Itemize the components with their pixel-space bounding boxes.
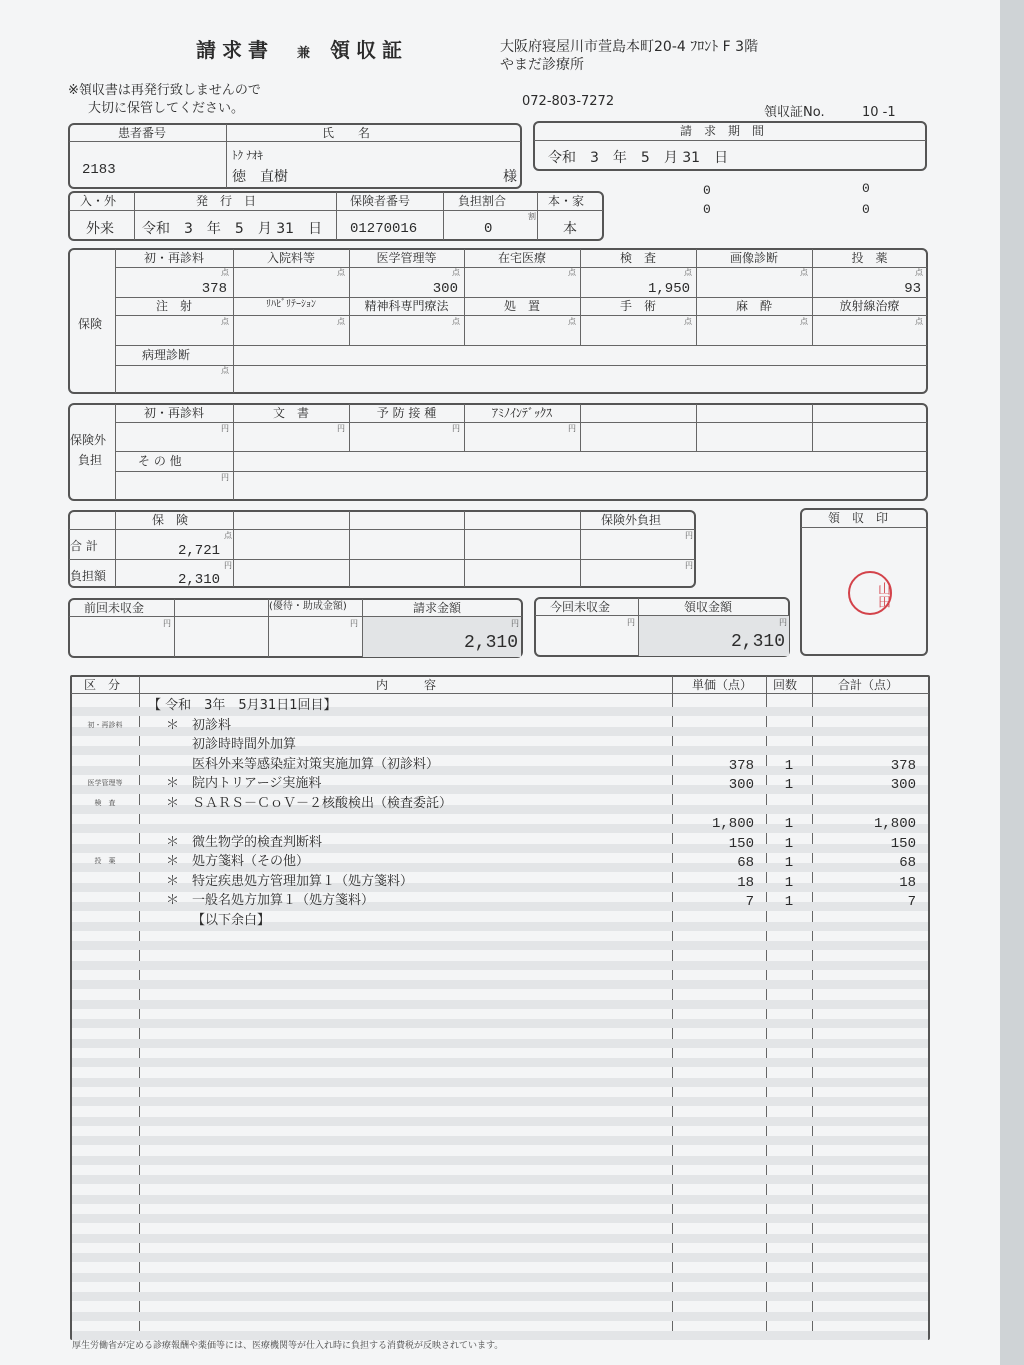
ins-header-4: 検 査 [619, 251, 656, 265]
clinic-phone: 072-803-7272 [522, 94, 615, 109]
billing-period: 令和 3 年 5 月 31 日 [548, 150, 729, 166]
detail-stripe [72, 1058, 928, 1067]
billed-unit: 円 [511, 619, 519, 628]
detail-total-9: 18 [899, 875, 916, 891]
ins-header-3: 在宅医療 [497, 251, 546, 265]
seal-text: 山田 [875, 582, 890, 608]
detail-stripe [72, 1214, 928, 1223]
subsidy-label: (優待・助成金額) [269, 601, 347, 612]
curr-unpaid-unit: 円 [627, 618, 635, 627]
extra-zero-2: 0 [703, 202, 711, 217]
receipt-no-label: 領収証No. [764, 105, 825, 120]
prev-unpaid-label: 前回未収金 [84, 601, 145, 615]
detail-count-9: 1 [784, 875, 794, 891]
detail-content-0: 【 令和 3年 5月31日1回目】 [148, 698, 337, 713]
non-ins-side-label2: 負担 [78, 453, 103, 467]
title-ken: 兼 [297, 46, 311, 61]
detail-stripe [72, 1136, 928, 1145]
ins-unit-0: 点 [221, 268, 229, 277]
detail-stripe [72, 1039, 928, 1048]
stamp-label: 領 収 印 [828, 511, 889, 525]
detail-content-7: ＊ 微生物学的検査判断料 [166, 835, 323, 850]
notice-line1: ※領収書は再発行致しませんので [68, 83, 261, 98]
detail-content-11: 【以下余白】 [192, 913, 271, 928]
grid-line-h [115, 297, 927, 298]
detail-price-10: 7 [745, 894, 754, 910]
total-points: 2,721 [178, 543, 221, 559]
ins-unit2-0: 点 [221, 317, 229, 326]
detail-content-5: ＊ ＳＡＲＳ－ＣｏＶ－２核酸検出（検査委託） [166, 796, 453, 811]
detail-total-7: 150 [890, 836, 916, 852]
burden-unit: 割 [528, 212, 536, 221]
extra-zero-1: 0 [703, 183, 711, 198]
nonins-header-2: 予 防 接 種 [376, 406, 437, 420]
detail-total-8: 68 [899, 855, 916, 871]
detail-stripe [72, 1331, 928, 1340]
ins-unit2-3: 点 [568, 317, 576, 326]
ins-unit-5: 点 [800, 268, 808, 277]
ins-header2-1: ﾘﾊﾋﾞﾘﾃｰｼｮﾝ [266, 299, 316, 310]
detail-price-3: 378 [728, 758, 754, 774]
family: 本 [563, 221, 577, 237]
detail-stripe [72, 980, 928, 989]
detail-header-unit-price: 単価（点） [692, 678, 753, 692]
detail-content-10: ＊ 一般名処方加算１（処方箋料） [166, 893, 375, 908]
ins-unit2-1: 点 [337, 317, 345, 326]
patient-name-kana: ﾄｸ ﾅｵｷ [232, 149, 263, 162]
burden-unit-yen: 円 [224, 561, 232, 570]
ins-unit-6: 点 [915, 268, 923, 277]
ins-unit-2: 点 [452, 268, 460, 277]
notice-line2: 大切に保管してください。 [88, 101, 245, 116]
nonins-unit-2: 円 [452, 424, 460, 433]
patient-id: 2183 [82, 162, 116, 178]
extra-zero-4: 0 [862, 202, 870, 217]
issue-date: 令和 3 年 5 月 31 日 [142, 221, 323, 237]
nonins-unit-1: 円 [337, 424, 345, 433]
ins-header2-5: 麻 酔 [735, 299, 772, 313]
detail-header-category: 区 分 [84, 678, 121, 692]
nonins-header-1: 文 書 [272, 406, 309, 420]
detail-count-3: 1 [784, 758, 794, 774]
detail-header-count: 回数 [773, 678, 798, 692]
detail-category-5: 検 査 [94, 799, 116, 807]
detail-total-6: 1,800 [873, 816, 916, 832]
totals-insurance-label: 保 険 [152, 513, 189, 527]
detail-stripe [72, 1019, 928, 1028]
footer-note: 厚生労働省が定める診療報酬や薬価等には、医療機関等が仕入れ時に負担する消費税が反映されています。 [72, 1341, 504, 1351]
ins-value-2: 300 [432, 281, 458, 297]
patient-id-label: 患者番号 [118, 126, 167, 140]
ins-unit2-6: 点 [915, 317, 923, 326]
ins-header-1: 入院料等 [266, 251, 315, 265]
nonins-line-h [115, 471, 927, 472]
detail-content-9: ＊ 特定疾患処方管理加算１（処方箋料） [166, 874, 414, 889]
detail-stripe [72, 1312, 928, 1321]
total-label: 合 計 [70, 539, 98, 553]
totals-non-insurance-label: 保険外負担 [601, 513, 662, 527]
total-unit: 点 [224, 531, 232, 540]
detail-stripe [72, 1078, 928, 1087]
seal-stamp-icon [848, 571, 892, 615]
ins-header-0: 初・再診料 [143, 251, 204, 265]
detail-count-7: 1 [784, 836, 794, 852]
insurer-label: 保険者番号 [350, 194, 411, 208]
ins-value-0: 378 [201, 281, 227, 297]
insurance-box [68, 248, 928, 394]
grid-line-h [115, 365, 927, 366]
grid-line-v [233, 345, 234, 393]
visit-type-label: 入・外 [80, 194, 117, 208]
insurance-side-label: 保険 [78, 317, 103, 331]
nonins-other-label: そ の 他 [138, 454, 182, 468]
ins-value-6: 93 [904, 281, 921, 297]
detail-stripe [72, 1117, 928, 1126]
detail-stripe [72, 1292, 928, 1301]
ins-header-6: 投 薬 [851, 251, 888, 265]
ins-unit-3: 点 [568, 268, 576, 277]
period-label: 請 求 期 間 [680, 124, 765, 138]
detail-content-3: 医科外来等感染症対策実施加算（初診料） [192, 757, 440, 772]
detail-price-6: 1,800 [711, 816, 754, 832]
burden-amount-label: 負担額 [70, 569, 107, 583]
extra-zero-3: 0 [862, 181, 870, 196]
detail-category-1: 初・再診料 [87, 721, 123, 729]
nonins-line-v [812, 404, 813, 452]
detail-count-10: 1 [784, 894, 794, 910]
received-unit: 円 [779, 618, 787, 627]
detail-stripe [72, 1234, 928, 1243]
nonins-line-v [233, 451, 234, 500]
title-receipt: 領収証 [330, 38, 408, 62]
billed-label: 請求金額 [413, 601, 462, 615]
ins-header2-4: 手 術 [619, 299, 656, 313]
non-ins-total-unit: 円 [685, 531, 693, 540]
detail-header-total: 合計（点） [838, 678, 899, 692]
nonins-other-unit: 円 [221, 473, 229, 482]
ins-header2-6: 放射線治療 [839, 299, 900, 313]
nonins-unit-0: 円 [221, 424, 229, 433]
nonins-line-v [580, 404, 581, 452]
receipt-no: 10 -1 [862, 105, 896, 120]
received-amount: 2,310 [731, 632, 786, 652]
subsidy-unit: 円 [350, 619, 358, 628]
detail-stripe [72, 1156, 928, 1165]
ins-value-4: 1,950 [647, 281, 690, 297]
ins-header-2: 医学管理等 [376, 251, 437, 265]
received-label: 領収金額 [684, 600, 733, 614]
grid-line-h [115, 345, 927, 346]
detail-stripe [72, 1097, 928, 1106]
non-ins-burden-unit: 円 [685, 561, 693, 570]
visit-type: 外来 [86, 221, 114, 237]
ins-unit2-4: 点 [684, 317, 692, 326]
ins-pathology-unit: 点 [221, 366, 229, 375]
detail-stripe [72, 1273, 928, 1282]
nonins-line-h [115, 451, 927, 452]
issue-date-label: 発 行 日 [196, 194, 257, 208]
billed-amount: 2,310 [464, 633, 519, 653]
nonins-line-v [696, 404, 697, 452]
detail-price-7: 150 [728, 836, 754, 852]
detail-price-4: 300 [728, 777, 754, 793]
honorific: 様 [503, 169, 517, 185]
nonins-header-3: ｱﾐﾉｲﾝﾃﾞｯｸｽ [491, 406, 552, 420]
ins-header2-3: 処 置 [503, 299, 540, 313]
ins-unit2-2: 点 [452, 317, 460, 326]
ins-header2-0: 注 射 [155, 299, 192, 313]
grid-line-v [115, 249, 116, 393]
detail-category-8: 投 薬 [94, 857, 116, 865]
detail-total-10: 7 [907, 894, 916, 910]
detail-content-4: ＊ 院内トリアージ実施料 [166, 776, 322, 791]
detail-total-3: 378 [890, 758, 916, 774]
detail-total-4: 300 [890, 777, 916, 793]
nonins-line-h [115, 422, 927, 423]
ins-unit2-5: 点 [800, 317, 808, 326]
clinic-name: やまだ診療所 [500, 57, 584, 73]
family-label: 本・家 [548, 194, 585, 208]
nonins-unit-3: 円 [568, 424, 576, 433]
detail-stripe [72, 941, 928, 950]
grid-line-h [115, 315, 927, 316]
ins-header2-2: 精神科専門療法 [364, 299, 449, 313]
ins-unit-4: 点 [684, 268, 692, 277]
insurer-no: 01270016 [350, 221, 418, 237]
patient-name-label: 氏 名 [322, 126, 371, 140]
detail-content-1: ＊ 初診料 [166, 718, 232, 733]
detail-stripe [72, 961, 928, 970]
detail-content-2: 初診時時間外加算 [192, 737, 297, 752]
burden-ratio: 0 [484, 221, 493, 237]
ins-unit-1: 点 [337, 268, 345, 277]
ins-header-5: 画像診断 [729, 251, 778, 265]
patient-name: 徳 直樹 [232, 169, 288, 185]
detail-count-6: 1 [784, 816, 794, 832]
detail-price-9: 18 [737, 875, 754, 891]
curr-unpaid-label: 今回未収金 [550, 600, 611, 614]
ins-pathology-label: 病理診断 [142, 348, 191, 362]
burden-label: 負担割合 [458, 194, 507, 208]
detail-count-4: 1 [784, 777, 794, 793]
title-main: 請求書 [196, 38, 274, 62]
detail-stripe [72, 1195, 928, 1204]
nonins-header-0: 初・再診料 [143, 406, 204, 420]
detail-category-4: 医学管理等 [87, 779, 123, 787]
detail-content-8: ＊ 処方箋料（その他） [166, 854, 310, 869]
non-ins-side-label1: 保険外 [70, 433, 107, 447]
detail-count-8: 1 [784, 855, 794, 871]
detail-header-content: 内 容 [376, 678, 437, 692]
detail-stripe [72, 1253, 928, 1262]
detail-price-8: 68 [737, 855, 754, 871]
burden-yen: 2,310 [178, 572, 221, 588]
detail-stripe [72, 1000, 928, 1009]
clinic-address: 大阪府寝屋川市萱島本町20-4 ﾌﾛﾝﾄ F 3階 [500, 39, 759, 55]
prev-unpaid-unit: 円 [163, 619, 171, 628]
detail-stripe [72, 1175, 928, 1184]
